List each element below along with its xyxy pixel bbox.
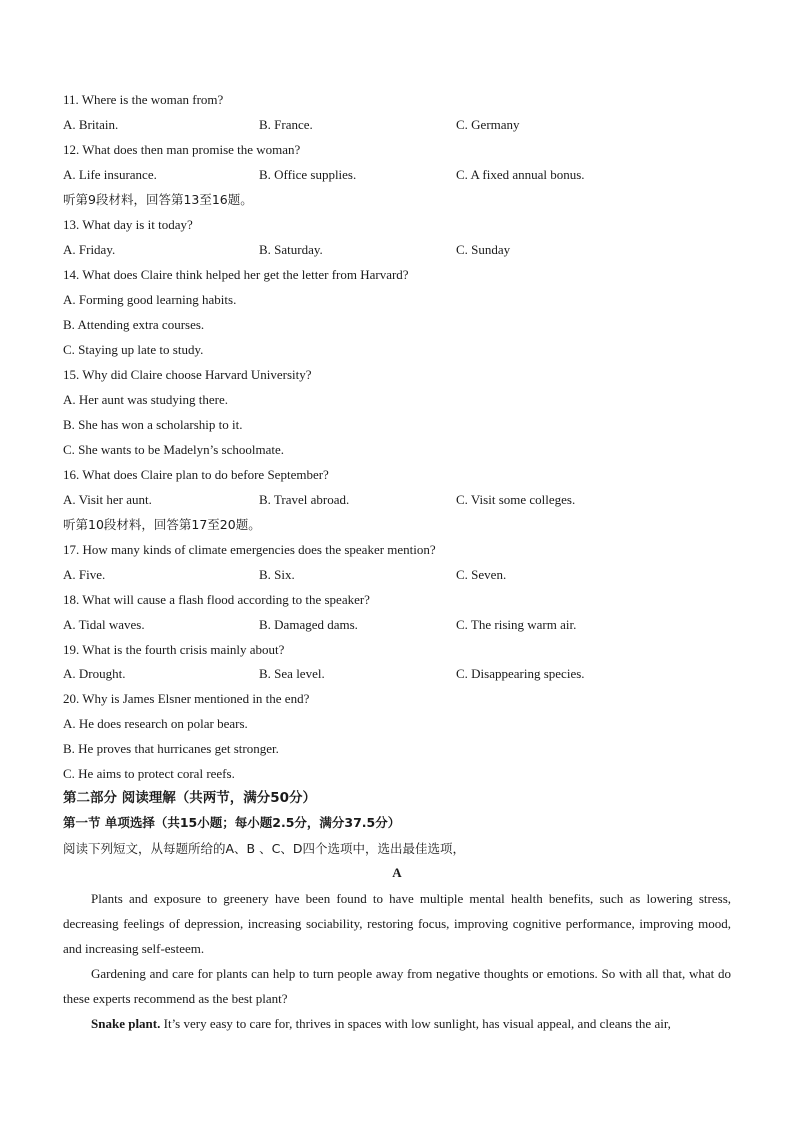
- option-16-a: A. Visit her aunt.: [63, 492, 152, 507]
- option-11-b: B. France.: [259, 117, 313, 132]
- question-13: 13. What day is it today?: [63, 217, 193, 232]
- option-11-a: A. Britain.: [63, 117, 119, 132]
- question-15: 15. Why did Claire choose Harvard University?: [63, 367, 312, 382]
- question-14: 14. What does Claire think helped her get the letter from Harvard?: [63, 267, 409, 282]
- question-16: 16. What does Claire plan to do before September?: [63, 467, 329, 482]
- option-13-c: C. Sunday: [456, 242, 511, 257]
- option-13-a: A. Friday.: [63, 242, 116, 257]
- option-14-b: B. Attending extra courses.: [63, 317, 205, 332]
- option-12-c: C. A fixed annual bonus.: [456, 167, 585, 182]
- option-18-a: A. Tidal waves.: [63, 617, 145, 632]
- option-16-b: B. Travel abroad.: [259, 492, 350, 507]
- part2-subtitle: 第一节 单项选择（共15小题；每小题2.5分，满分37.5分）: [63, 815, 401, 830]
- paragraph-2: Gardening and care for plants can help to turn people away from negative thoughts or emotions. So with all that, what do these experts recommend as the best plant?: [63, 966, 731, 1006]
- question-11: 11. Where is the woman from?: [63, 92, 224, 107]
- paragraph-1: Plants and exposure to greenery have been found to have multiple mental health benefits, such as lowering stress, decreasing feelings of depression, increasing sociability, restoring focus, improving cognitive performance, improving mood, and increasing self-esteem.: [63, 891, 731, 956]
- question-17: 17. How many kinds of climate emergencies does the speaker mention?: [63, 542, 436, 557]
- option-20-a: A. He does research on polar bears.: [63, 716, 248, 731]
- section-10-instruction: 听第10段材料，回答第17至20题。: [63, 517, 261, 532]
- option-18-c: C. The rising warm air.: [456, 617, 577, 632]
- option-15-b: B. She has won a scholarship to it.: [63, 417, 243, 432]
- option-12-b: B. Office supplies.: [259, 167, 357, 182]
- option-17-b: B. Six.: [259, 567, 295, 582]
- question-20: 20. Why is James Elsner mentioned in the end?: [63, 691, 310, 706]
- option-15-c: C. She wants to be Madelyn’s schoolmate.: [63, 442, 284, 457]
- question-18: 18. What will cause a flash flood according to the speaker?: [63, 592, 370, 607]
- option-14-a: A. Forming good learning habits.: [63, 292, 237, 307]
- question-12: 12. What does then man promise the woman?: [63, 142, 301, 157]
- option-15-a: A. Her aunt was studying there.: [63, 392, 228, 407]
- option-14-c: C. Staying up late to study.: [63, 342, 204, 357]
- question-19: 19. What is the fourth crisis mainly about?: [63, 642, 285, 657]
- option-16-c: C. Visit some colleges.: [456, 492, 576, 507]
- option-19-b: B. Sea level.: [259, 666, 325, 681]
- option-11-c: C. Germany: [456, 117, 520, 132]
- option-18-b: B. Damaged dams.: [259, 617, 358, 632]
- part2-title: 第二部分 阅读理解（共两节，满分50分）: [63, 790, 316, 806]
- paragraph-3: [63, 1011, 731, 1036]
- option-12-a: A. Life insurance.: [63, 167, 157, 182]
- option-17-a: A. Five.: [63, 567, 106, 582]
- option-20-c: C. He aims to protect coral reefs.: [63, 766, 235, 781]
- paragraph-3-text: It’s very easy to care for, thrives in spaces with low sunlight, has visual appeal, and cleans the air,: [160, 1016, 671, 1031]
- part2-instruction: 阅读下列短文，从每题所给的A、B 、C、D四个选项中，选出最佳选项，: [63, 841, 465, 856]
- passage-label: A: [392, 865, 402, 880]
- paragraph-3-heading: Snake plant.: [91, 1016, 161, 1031]
- option-19-c: C. Disappearing species.: [456, 666, 585, 681]
- section-9-instruction: 听第9段材料，回答第13至16题。: [63, 192, 253, 207]
- option-20-b: B. He proves that hurricanes get stronger.: [63, 741, 279, 756]
- option-13-b: B. Saturday.: [259, 242, 323, 257]
- option-19-a: A. Drought.: [63, 666, 126, 681]
- option-17-c: C. Seven.: [456, 567, 507, 582]
